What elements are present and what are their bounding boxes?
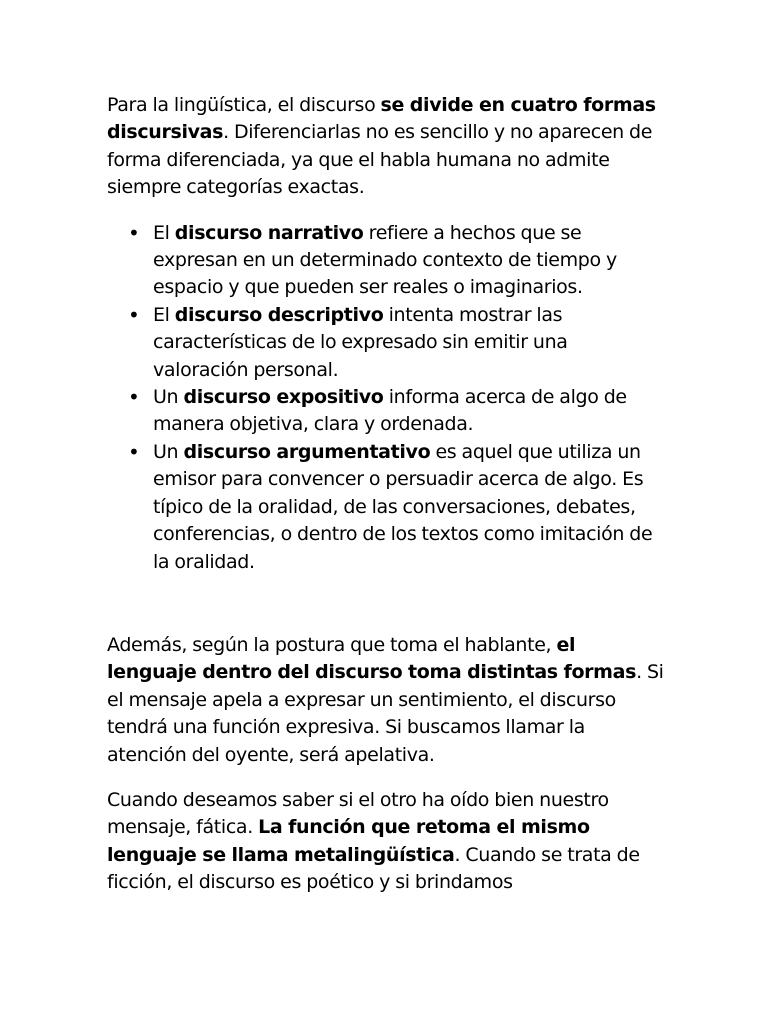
list-item-term: discurso descriptivo: [174, 303, 384, 326]
document-page: [107, 92, 667, 897]
paragraph3-text-after: . Cuando se trata de ficción, el discurso es poético y si brindamos: [107, 843, 640, 894]
list-item-description: intenta mostrar las características de lo expresado sin emitir una valoración personal.: [153, 303, 568, 381]
list-item-descriptivo: [153, 302, 667, 384]
paragraph2-bold-text: el lenguaje dentro del discurso toma distintas formas: [107, 633, 637, 684]
list-item-prefix: Un: [153, 440, 184, 463]
list-item-term: discurso expositivo: [183, 386, 384, 409]
list-item-narrativo: [153, 220, 667, 302]
list-item-description: refiere a hechos que se expresan en un determinado contexto de tiempo y espacio y que pueden ser reales o imaginarios.: [153, 221, 617, 299]
paragraph3-text-before: Cuando deseamos saber si el otro ha oído bien nuestro mensaje, fática.: [107, 788, 609, 839]
list-item-term: discurso argumentativo: [183, 440, 431, 463]
intro-paragraph: [107, 92, 667, 202]
list-item-expositivo: [153, 384, 667, 439]
paragraph2-text-after: . Si el mensaje apela a expresar un sentimiento, el discurso tendrá una función expresiva. Si buscamos llamar la atención del oyente, será apelativa.: [107, 661, 664, 766]
list-item-prefix: El: [153, 221, 175, 244]
language-functions-paragraph: [107, 632, 667, 769]
discourse-forms-list: [107, 220, 667, 576]
paragraph3-bold-text: La función que retoma el mismo lenguaje se llama metalingüística: [107, 816, 590, 866]
metalinguistic-paragraph: [107, 787, 667, 897]
list-item-description: es aquel que utiliza un emisor para convencer o persuadir acerca de algo. Es típico de la oralidad, de las conversaciones, debates, conferencias, o dentro de los textos como imitación de la oralidad.: [153, 440, 653, 573]
list-item-argumentativo: [153, 439, 667, 576]
intro-bold-text: se divide en cuatro formas discursivas: [107, 94, 656, 144]
list-item-term: discurso narrativo: [174, 221, 364, 244]
intro-text-after: . Diferenciarlas no es sencillo y no aparecen de forma diferenciada, ya que el habla humana no admite siempre categorías exactas.: [107, 121, 653, 199]
paragraph2-text-before: Además, según la postura que toma el hablante,: [107, 633, 557, 656]
list-item-description: informa acerca de algo de manera objetiva, clara y ordenada.: [153, 386, 627, 436]
list-item-prefix: Un: [153, 386, 184, 409]
list-item-prefix: El: [153, 303, 175, 326]
intro-text-before: Para la lingüística, el discurso: [107, 94, 381, 116]
